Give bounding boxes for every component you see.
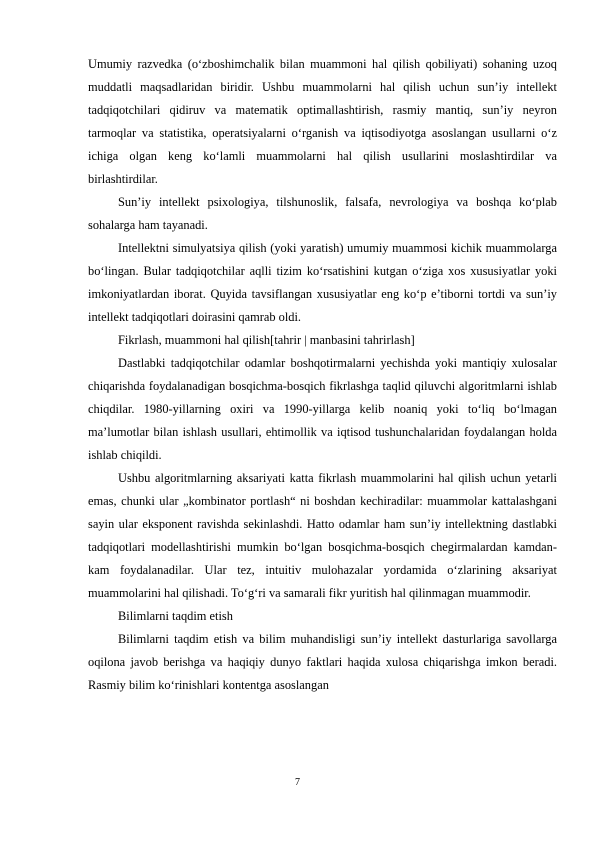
paragraph-early-algorithms: Dastlabki tadqiqotchilar odamlar boshqotirmalarni yechishda yoki mantiqiy xulosalar chiqarishda foydalanadigan bosqichma-bosqich fikrlashga taqlid qiluvchi algoritmlarni ishlab chiqdilar. 1980-yillarning oxiri va 1990-yillarga kelib noaniq yoki to‘liq bo‘lmagan ma’lumotlar bilan ishlash usullari, ehtimollik va iqtisod tushunchalaridan foydalangan holda ishlab chiqildi. [88, 356, 557, 462]
section-heading-reasoning: Fikrlash, muammoni hal qilish[tahrir | manbasini tahrirlash] [118, 333, 415, 347]
paragraph-intelligence-simulation: Intellektni simulyatsiya qilish (yoki yaratish) umumiy muammosi kichik muammolarga bo‘lingan. Bular tadqiqotchilar aqlli tizim ko‘rsatishini kutgan o‘ziga xos xususiyatlar yoki imkoniyatlardan iborat. Quyida tavsiflangan xususiyatlar eng ko‘p e’tiborni tortdi va sun’iy intellekt tadqiqotlari doirasini qamrab oldi. [88, 241, 557, 324]
section-heading-knowledge-representation: Bilimlarni taqdim etish [118, 609, 233, 623]
paragraph-combinatorial-explosion: Ushbu algoritmlarning aksariyati katta fikrlash muammolarini hal qilish uchun yetarli emas, chunki ular „kombinator portlash“ ni boshdan kechiradilar: muammolar kattalashgani sayin ular eksponent ravishda sekinlashdi. Hatto odamlar ham sun’iy intellektning dastlabki tadqiqotlari modellashtirishi mumkin bo‘lgan bosqichma-bosqich chegirmalardan kamdan-kam foydalanadilar. Ular tez, intuitiv mulohazalar yordamida o‘zlarining aksariyat muammolarini hal qilishadi. To‘g‘ri va samarali fikr yuritish hal qilinmagan muammodir. [88, 471, 557, 600]
paragraph-ai-disciplines: Sun’iy intellekt psixologiya, tilshunoslik, falsafa, nevrologiya va boshqa ko‘plab sohalarga ham tayanadi. [88, 195, 557, 232]
paragraph-general-intelligence: Umumiy razvedka (o‘zboshimchalik bilan muammoni hal qilish qobiliyati) sohaning uzoq muddatli maqsadlaridan biridir. Ushbu muammolarni hal qilish uchun sun’iy intellekt tadqiqotchilari qidiruv va matematik optimallashtirish, rasmiy mantiq, sun’iy neyron tarmoqlar va statistika, operatsiyalarni o‘rganish va iqtisodiyotga asoslangan usullarni o‘z ichiga olgan keng ko‘lamli muammolarni hal qilish usullarini moslashtirdilar va birlashtirdilar. [88, 57, 557, 186]
paragraph-knowledge-engineering: Bilimlarni taqdim etish va bilim muhandisligi sun’iy intellekt dasturlariga savollarga oqilona javob berishga va haqiqiy dunyo faktlari haqida xulosa chiqarishga imkon beradi. Rasmiy bilim ko‘rinishlari kontentga asoslangan [88, 632, 557, 692]
page-number: 7 [295, 777, 300, 788]
